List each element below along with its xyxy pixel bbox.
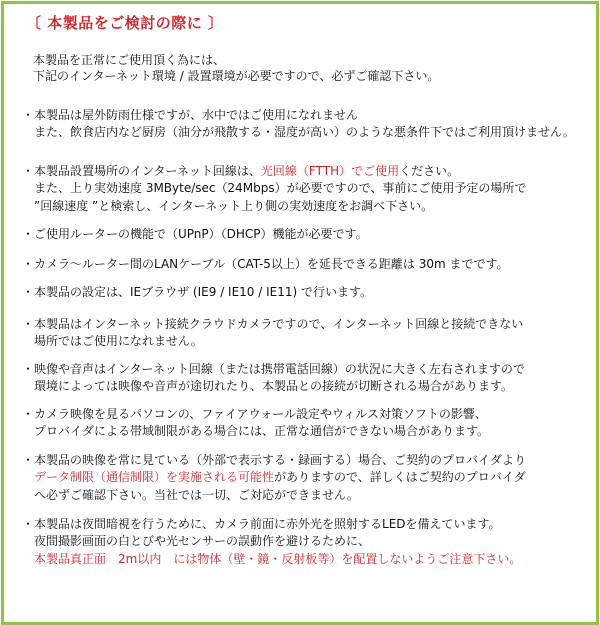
notice-item <box>22 452 526 504</box>
notice-text: 本製品は屋外防雨仕様ですが、水中ではご使用になれません <box>34 108 359 122</box>
notice-text: 環境によっては映像や音声が途切れたり、本製品との接続が切断される場合があります。 <box>34 379 514 394</box>
notice-text: がありますので、詳しくはご契約のプロバイダ <box>274 470 526 485</box>
notice-item <box>22 284 372 301</box>
notice-text: カメラ映像を見るパソコンの、ファイアウォール設定やウィルス対策ソフトの影響、 <box>34 407 487 421</box>
notice-text: また、飲食店内など厨房（油分が飛散する・湿度が高い）のような悪条件下ではご利用頂けません。 <box>34 125 575 140</box>
bullet-mark: ・ <box>22 453 35 467</box>
section-title: 〔 本製品をご検討の際に 〕 <box>26 14 224 32</box>
notice-line <box>22 180 526 197</box>
notice-line <box>22 226 368 243</box>
notice-item <box>22 256 509 273</box>
highlight-text: 光回線（FTTH）でご使用 <box>260 164 400 178</box>
notice-text: 映像や音声はインターネット回線（または携帯電話回線）の状況に大きく左右されますので <box>34 362 525 376</box>
notice-text: プロバイダによる帯域制限がある場合には、正常な通信ができない場合があります。 <box>34 424 490 439</box>
notice-item <box>22 516 521 568</box>
bullet-mark: ・ <box>22 407 35 421</box>
bullet-mark: ・ <box>22 164 35 178</box>
bullet-mark: ・ <box>22 285 35 299</box>
notice-text: 本製品の映像を常に見ている（外部で表示する・録画する）場合、ご契約のプロバイダより <box>34 453 527 467</box>
notice-line <box>22 284 372 301</box>
notice-item <box>22 163 526 215</box>
highlight-text: 本製品真正面 2m以内 には物体（壁・鏡・反射板等）を配置しないようご注意下さい。 <box>34 551 522 566</box>
notice-line <box>22 378 525 395</box>
bullet-mark: ・ <box>22 108 35 122</box>
notice-line <box>22 469 526 486</box>
bullet-mark: ・ <box>22 362 35 376</box>
intro-line: 本製品を正常にご使用頂く為には、 <box>33 53 226 67</box>
notice-line <box>22 124 575 141</box>
notice-line <box>22 256 509 273</box>
notice-text: 場所ではご使用になれません。 <box>34 334 203 349</box>
notice-text: へ必ずご確認下さい。当社では一切、ご対応ができません。 <box>34 487 359 502</box>
notice-line <box>22 107 575 124</box>
notice-line <box>22 361 525 378</box>
bullet-mark: ・ <box>22 317 35 331</box>
notice-line <box>22 452 526 469</box>
bullet-mark: ・ <box>22 227 35 241</box>
notice-line <box>22 423 489 440</box>
intro-line: 下記のインターネット環境 / 設置環境が必要ですので、必ずご確認下さい。 <box>33 69 440 83</box>
notice-text: 夜間撮影画面の白とびや光センサーの誤動作を避けるために、 <box>34 534 371 549</box>
notice-line <box>22 333 523 350</box>
notice-item <box>22 361 525 396</box>
notice-line <box>22 163 526 180</box>
notice-text: 本製品はインターネット接続クラウドカメラですので、インターネット回線と接続できない <box>34 317 524 331</box>
notice-text: また、上り実効速度 3MByte/sec（24Mbps）が必要ですので、事前にご使用予定の場所で <box>34 181 527 196</box>
notice-text: 本製品の設定は、IEブラウザ (IE9 / IE10 / IE11) で行います。 <box>34 285 373 299</box>
notice-item <box>22 226 368 243</box>
notice-line <box>22 316 523 333</box>
notice-line <box>22 406 489 423</box>
notice-line <box>22 551 521 568</box>
notice-line <box>22 198 526 215</box>
notice-text: ”回線速度 ”と検索し、インターネット上り側の実効速度をお調べ下さい。 <box>34 198 434 213</box>
notice-item <box>22 406 489 441</box>
highlight-text: データ制限（通信制限）を実施される可能性 <box>34 470 275 485</box>
bullet-mark: ・ <box>22 257 35 271</box>
notice-text: 本製品は夜間暗視を行うために、カメラ前面に赤外光を照射するLEDを備えています。 <box>34 517 501 531</box>
notice-line <box>22 487 526 504</box>
notice-line <box>22 533 521 550</box>
notice-text: カメラ～ルーター間のLANケーブル（CAT-5以上）を延長できる距離は 30m までです。 <box>34 257 509 271</box>
notice-text: ご使用ルーターの機能で（UPnP）（DHCP）機能が必要です。 <box>34 227 368 241</box>
notice-line <box>22 516 521 533</box>
notice-item <box>22 107 575 142</box>
notice-item <box>22 316 523 351</box>
intro-text <box>33 52 439 84</box>
notice-text: ください。 <box>399 164 460 178</box>
bullet-mark: ・ <box>22 517 35 531</box>
notice-text: 本製品設置場所のインターネット回線は、 <box>34 164 261 178</box>
